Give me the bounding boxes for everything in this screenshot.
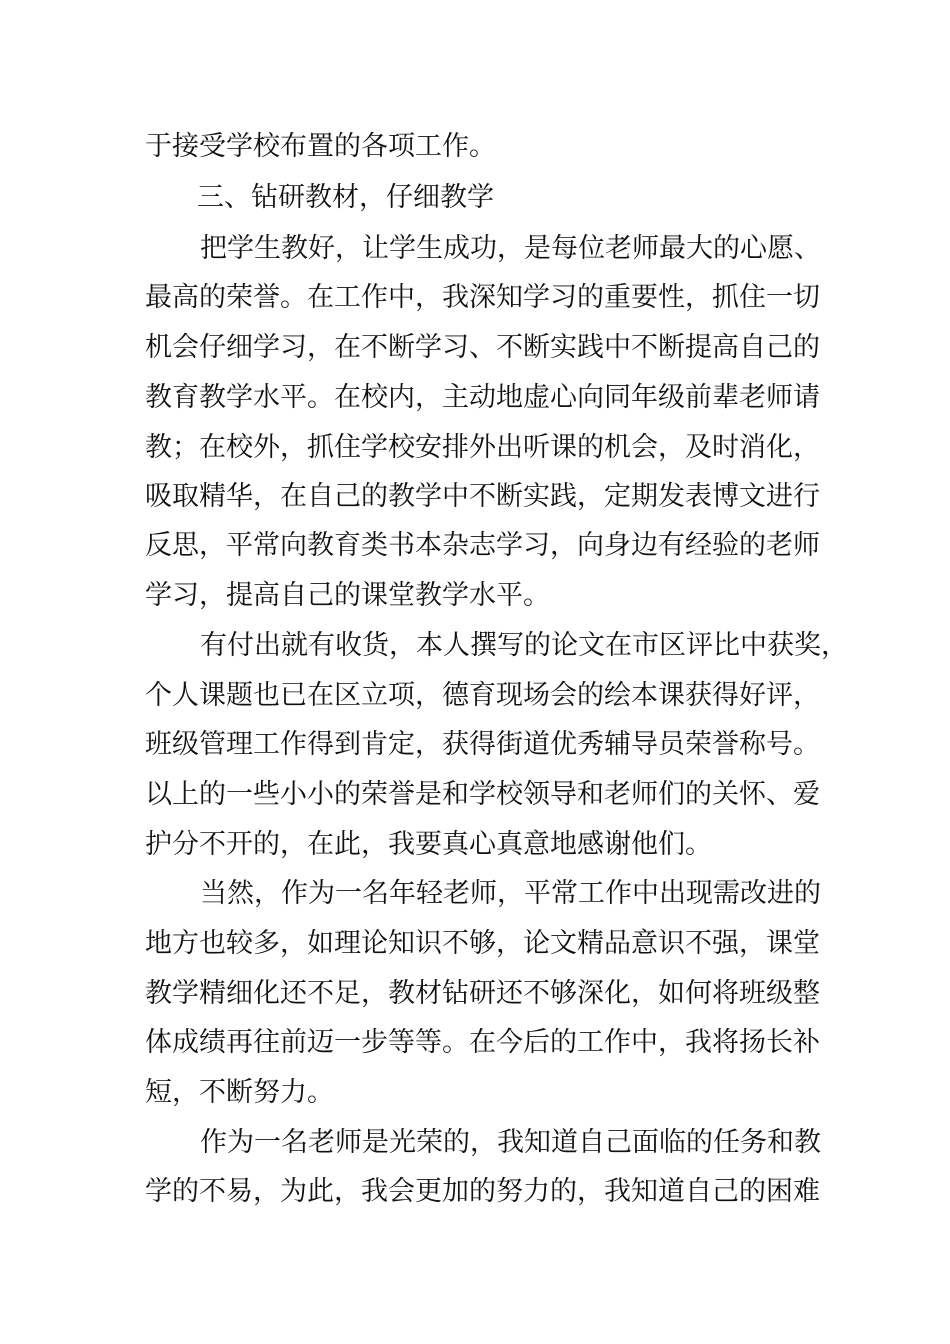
text-line: 地方也较多，如理论知识不够，论文精品意识不强，课堂 [145,928,820,959]
text-line: 把学生教好，让学生成功，是每位老师最大的心愿、 [200,233,821,264]
text-line: 护分不开的，在此，我要真心真意地感谢他们。 [145,829,712,860]
text-line: 以上的一些小小的荣誉是和学校领导和老师们的关怀、爱 [145,779,820,810]
text-line: 当然，作为一名年轻老师，平常工作中出现需改进的 [200,878,821,909]
text-line: 教育教学水平。在校内，主动地虚心向同年级前辈老师请 [145,382,820,413]
text-line: 个人课题也已在区立项，德育现场会的绘本课获得好评， [145,680,820,711]
text-line: 短，不断努力。 [145,1077,334,1108]
text-line: 作为一名老师是光荣的，我知道自己面临的任务和教 [200,1127,821,1158]
text-line: 吸取精华，在自己的教学中不断实践，定期发表博文进行 [145,481,820,512]
text-line: 班级管理工作得到肯定，获得街道优秀辅导员荣誉称号。 [145,729,820,760]
text-line: 学的不易，为此，我会更加的努力的，我知道自己的困难 [145,1176,820,1207]
text-line: 教；在校外，抓住学校安排外出听课的机会，及时消化， [145,432,820,463]
text-line: 反思，平常向教育类书本杂志学习，向身边有经验的老师 [145,530,820,561]
text-line: 于接受学校布置的各项工作。 [145,131,496,162]
text-line: 有付出就有收货，本人撰写的论文在市区评比中获奖， [200,630,848,661]
section-heading: 三、钻研教材，仔细教学 [197,182,494,213]
text-line: 体成绩再往前迈一步等等。在今后的工作中，我将扬长补 [145,1027,820,1058]
text-line: 机会仔细学习，在不断学习、不断实践中不断提高自己的 [145,332,820,363]
text-line: 最高的荣誉。在工作中，我深知学习的重要性，抓住一切 [145,282,820,313]
text-line: 学习，提高自己的课堂教学水平。 [145,580,550,611]
text-line: 教学精细化还不足，教材钻研还不够深化，如何将班级整 [145,978,820,1009]
